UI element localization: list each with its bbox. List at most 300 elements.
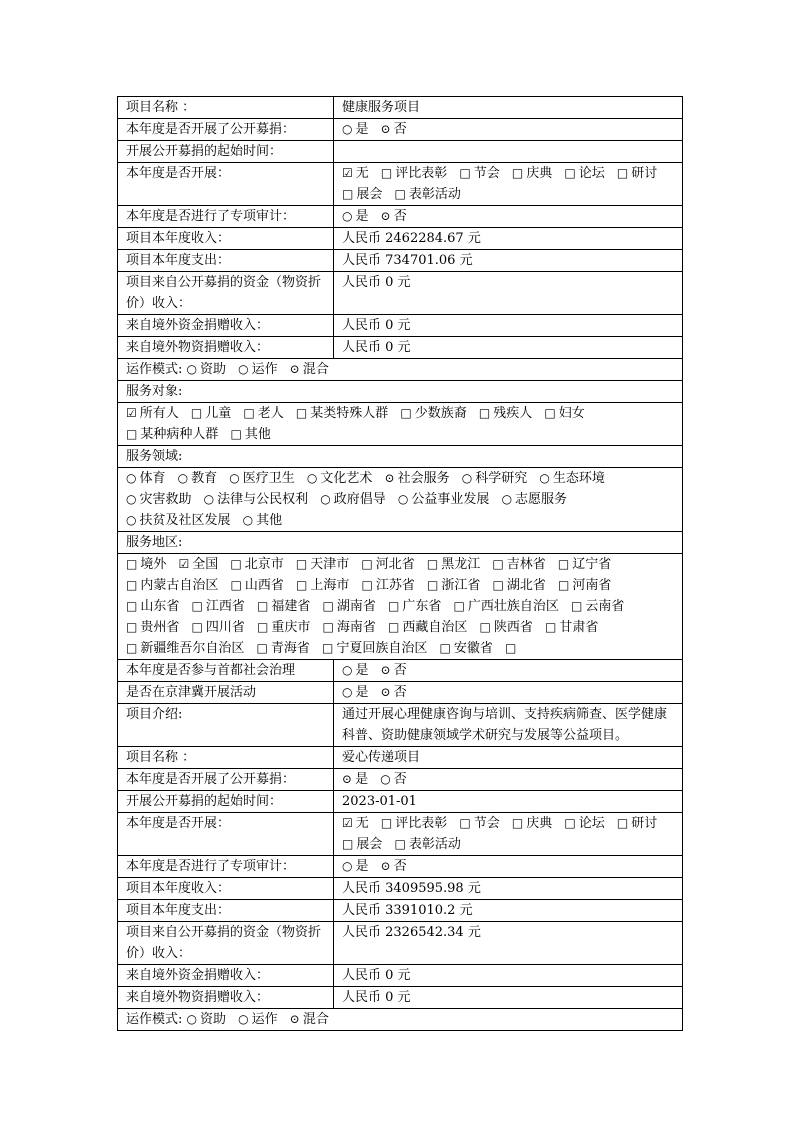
radio-checked-icon[interactable]: ⊙ — [380, 209, 391, 223]
row-value — [334, 856, 683, 878]
option-label: 否 — [393, 772, 407, 787]
checkbox-checked-icon[interactable]: ☑ — [342, 166, 353, 180]
option-label: 四川省 — [205, 620, 245, 635]
option-label: 山西省 — [244, 578, 284, 593]
option-label: 评比表彰 — [395, 816, 448, 831]
checkbox-unchecked-icon[interactable]: □ — [505, 641, 517, 655]
table-row — [118, 769, 683, 791]
option-label: 湖南省 — [336, 599, 376, 614]
option-label: 资助 — [200, 362, 227, 377]
table-row — [118, 532, 683, 554]
radio-option[interactable] — [462, 471, 528, 486]
checkbox-option[interactable] — [179, 557, 219, 572]
option-label: 庆典 — [526, 816, 553, 831]
option-label: 其他 — [244, 427, 271, 442]
option-label: 山东省 — [140, 599, 180, 614]
option-label: 论坛 — [578, 166, 605, 181]
checkbox-option[interactable] — [395, 187, 461, 202]
row-label: 本年度是否开展了公开募捐： — [118, 769, 334, 791]
checkbox-option[interactable] — [126, 427, 218, 442]
radio-option[interactable] — [381, 209, 407, 224]
checkbox-unchecked-icon[interactable]: □ — [564, 166, 576, 180]
checkbox-option[interactable] — [558, 557, 611, 572]
row-value: 人民币 0 元 — [334, 965, 683, 987]
checkbox-option[interactable] — [479, 406, 532, 421]
checkbox-option[interactable] — [296, 557, 349, 572]
table-row — [118, 163, 683, 206]
option-label: 文化艺术 — [320, 471, 373, 486]
checkbox-option[interactable] — [342, 837, 382, 852]
row-value: 人民币 3391010.2 元 — [334, 900, 683, 922]
radio-option[interactable] — [385, 471, 450, 486]
checkbox-option[interactable] — [617, 166, 657, 181]
option-label: 安徽省 — [453, 641, 493, 656]
radio-unchecked-icon[interactable]: ○ — [177, 471, 189, 485]
option-label: 吉林省 — [506, 557, 546, 572]
radio-unchecked-icon[interactable]: ○ — [186, 362, 197, 376]
option-label: 海南省 — [336, 620, 376, 635]
option-label: 湖北省 — [506, 578, 546, 593]
checkbox-option[interactable] — [512, 166, 552, 181]
checkbox-option[interactable] — [381, 166, 447, 181]
checkbox-option[interactable] — [362, 578, 415, 593]
option-label: 西藏自治区 — [402, 620, 468, 635]
checkbox-unchecked-icon[interactable]: □ — [388, 599, 400, 613]
checkbox-unchecked-icon[interactable]: □ — [479, 620, 491, 634]
checkbox-unchecked-icon[interactable]: □ — [492, 578, 504, 592]
radio-option[interactable] — [187, 1012, 227, 1027]
checkbox-unchecked-icon[interactable]: □ — [322, 641, 334, 655]
checkbox-unchecked-icon[interactable]: □ — [616, 816, 629, 830]
radio-option[interactable] — [178, 471, 218, 486]
option-label: 是 — [355, 772, 369, 787]
radio-option[interactable] — [539, 471, 605, 486]
checkbox-unchecked-icon[interactable]: □ — [342, 837, 354, 851]
checkbox-option[interactable] — [558, 578, 611, 593]
checkbox-unchecked-icon[interactable]: □ — [191, 620, 203, 634]
radio-option[interactable] — [229, 471, 295, 486]
checkbox-option[interactable] — [126, 641, 244, 656]
radio-checked-icon[interactable]: ⊙ — [380, 122, 391, 136]
radio-unchecked-icon[interactable]: ○ — [342, 685, 353, 699]
radio-unchecked-icon[interactable]: ○ — [397, 492, 409, 506]
radio-unchecked-icon[interactable]: ○ — [320, 492, 331, 506]
checkbox-unchecked-icon[interactable]: □ — [256, 641, 268, 655]
checkbox-option[interactable] — [454, 599, 559, 614]
row-value: 2023-01-01 — [334, 791, 683, 813]
checkbox-unchecked-icon[interactable]: □ — [230, 557, 242, 571]
section-heading: 服务地区: — [126, 535, 183, 550]
table-row — [118, 119, 683, 141]
row-value: 爱心传递项目 — [334, 747, 683, 769]
option-label: 庆典 — [526, 166, 553, 181]
project-report-sheet — [117, 96, 683, 1031]
radio-unchecked-icon[interactable]: ○ — [238, 362, 249, 376]
row-label: 项目本年度收入： — [118, 878, 334, 900]
checkbox-option[interactable] — [480, 620, 533, 635]
checkbox-option[interactable] — [342, 166, 369, 181]
full-cell — [118, 554, 683, 660]
table-row — [118, 747, 683, 769]
radio-unchecked-icon[interactable]: ○ — [380, 772, 391, 786]
option-label: 科学研究 — [475, 471, 528, 486]
row-label: 来自境外资金捐赠收入： — [118, 315, 334, 337]
checkbox-option[interactable] — [231, 427, 271, 442]
option-label: 混合 — [302, 362, 329, 377]
radio-unchecked-icon[interactable]: ○ — [242, 513, 254, 527]
option-label: 全国 — [192, 557, 219, 572]
radio-unchecked-icon[interactable]: ○ — [186, 1012, 197, 1026]
checkbox-unchecked-icon[interactable]: □ — [427, 578, 439, 592]
checkbox-option[interactable] — [427, 557, 480, 572]
checkbox-option[interactable] — [544, 406, 584, 421]
checkbox-option[interactable] — [395, 837, 461, 852]
radio-option[interactable] — [381, 685, 407, 700]
checkbox-unchecked-icon[interactable]: □ — [322, 599, 334, 613]
option-label: 研讨 — [631, 166, 658, 181]
checkbox-option[interactable] — [459, 166, 499, 181]
checkbox-unchecked-icon[interactable]: □ — [126, 427, 138, 441]
checkbox-unchecked-icon[interactable]: □ — [126, 599, 138, 613]
radio-option[interactable] — [290, 362, 329, 377]
checkbox-unchecked-icon[interactable]: □ — [296, 578, 308, 592]
checkbox-unchecked-icon[interactable]: □ — [361, 578, 373, 592]
row-value: 通过开展心理健康咨询与培训、支持疾病筛查、医学健康科普、资助健康领域学术研究与发展等公益项目。 — [334, 704, 683, 747]
table-row — [118, 446, 683, 468]
option-label: 内蒙古自治区 — [140, 578, 219, 593]
checkbox-unchecked-icon[interactable]: □ — [257, 620, 269, 634]
option-label: 否 — [393, 209, 407, 224]
radio-checked-icon[interactable]: ⊙ — [384, 471, 395, 485]
full-cell — [118, 532, 683, 554]
option-label: 云南省 — [585, 599, 625, 614]
radio-unchecked-icon[interactable]: ○ — [126, 492, 137, 506]
option-label: 残疾人 — [493, 406, 533, 421]
radio-option[interactable] — [342, 859, 369, 874]
option-label: 江苏省 — [375, 578, 415, 593]
checkbox-option[interactable] — [505, 641, 519, 656]
checkbox-unchecked-icon[interactable]: □ — [564, 816, 576, 830]
table-row — [118, 987, 683, 1009]
option-label: 某类特殊人群 — [310, 406, 389, 421]
checkbox-checked-icon[interactable]: ☑ — [342, 816, 353, 830]
radio-option[interactable] — [126, 492, 192, 507]
checkbox-option[interactable] — [257, 620, 310, 635]
option-label: 境外 — [140, 557, 167, 572]
table-row — [118, 704, 683, 747]
radio-option[interactable] — [342, 685, 369, 700]
radio-option[interactable] — [320, 492, 386, 507]
checkbox-unchecked-icon[interactable]: □ — [558, 578, 570, 592]
row-label: 本年度是否参与首都社会治理 — [118, 660, 334, 682]
row-label: 开展公开募捐的起始时间： — [118, 141, 334, 163]
row-label: 项目来自公开募捐的资金（物资折价）收入： — [118, 922, 334, 965]
checkbox-unchecked-icon[interactable]: □ — [394, 837, 406, 851]
option-label: 广东省 — [402, 599, 442, 614]
row-value: 人民币 2462284.67 元 — [334, 228, 683, 250]
checkbox-unchecked-icon[interactable]: □ — [492, 557, 504, 571]
checkbox-unchecked-icon[interactable]: □ — [459, 166, 471, 180]
checkbox-unchecked-icon[interactable]: □ — [361, 557, 373, 571]
option-label: 展会 — [356, 187, 383, 202]
radio-option[interactable] — [380, 772, 407, 787]
checkbox-option[interactable] — [323, 599, 376, 614]
option-label: 教育 — [191, 471, 218, 486]
row-value: 人民币 0 元 — [334, 987, 683, 1009]
table-row — [118, 359, 683, 381]
checkbox-option[interactable] — [617, 816, 657, 831]
radio-unchecked-icon[interactable]: ○ — [501, 492, 513, 506]
checkbox-unchecked-icon[interactable]: □ — [126, 578, 138, 592]
full-cell — [118, 403, 683, 446]
radio-unchecked-icon[interactable]: ○ — [306, 471, 318, 485]
checkbox-option[interactable] — [126, 406, 179, 421]
checkbox-option[interactable] — [322, 641, 427, 656]
radio-option[interactable] — [290, 1012, 329, 1027]
table-row — [118, 468, 683, 532]
checkbox-checked-icon[interactable]: ☑ — [126, 406, 137, 420]
radio-option[interactable] — [238, 362, 278, 377]
radio-checked-icon[interactable]: ⊙ — [289, 1012, 300, 1026]
checkbox-option[interactable] — [545, 620, 598, 635]
radio-option[interactable] — [204, 492, 309, 507]
radio-option[interactable] — [126, 471, 166, 486]
option-label: 是 — [355, 685, 369, 700]
checkbox-unchecked-icon[interactable]: □ — [511, 816, 524, 830]
full-cell — [118, 1009, 683, 1031]
checkbox-checked-icon[interactable]: ☑ — [178, 557, 190, 571]
checkbox-option[interactable] — [243, 406, 283, 421]
checkbox-option[interactable] — [459, 816, 499, 831]
checkbox-option[interactable] — [296, 406, 388, 421]
option-label: 某种病种人群 — [140, 427, 219, 442]
checkbox-option[interactable] — [192, 599, 245, 614]
option-label: 辽宁省 — [572, 557, 612, 572]
checkbox-option[interactable] — [126, 620, 179, 635]
radio-option[interactable] — [126, 513, 231, 528]
option-label: 是 — [355, 122, 369, 137]
radio-unchecked-icon[interactable]: ○ — [203, 492, 215, 506]
checkbox-unchecked-icon[interactable]: □ — [342, 187, 354, 201]
radio-unchecked-icon[interactable]: ○ — [539, 471, 550, 485]
table-row — [118, 791, 683, 813]
radio-option[interactable] — [342, 122, 369, 137]
table-row — [118, 141, 683, 163]
radio-unchecked-icon[interactable]: ○ — [229, 471, 240, 485]
row-label: 项目本年度支出： — [118, 900, 334, 922]
option-label: 是 — [355, 209, 369, 224]
radio-option[interactable] — [238, 1012, 278, 1027]
radio-unchecked-icon[interactable]: ○ — [342, 859, 353, 873]
checkbox-option[interactable] — [192, 620, 245, 635]
row-value: 人民币 3409595.98 元 — [334, 878, 683, 900]
checkbox-unchecked-icon[interactable]: □ — [388, 620, 400, 634]
checkbox-option[interactable] — [342, 187, 382, 202]
radio-unchecked-icon[interactable]: ○ — [342, 209, 353, 223]
row-label: 来自境外资金捐赠收入： — [118, 965, 334, 987]
radio-option[interactable] — [342, 772, 368, 787]
checkbox-option[interactable] — [388, 620, 467, 635]
row-label: 是否在京津冀开展活动 — [118, 682, 334, 704]
table-row — [118, 856, 683, 878]
radio-unchecked-icon[interactable]: ○ — [461, 471, 473, 485]
radio-option[interactable] — [342, 663, 369, 678]
full-cell — [118, 359, 683, 381]
checkbox-unchecked-icon[interactable]: □ — [453, 599, 465, 613]
table-row — [118, 922, 683, 965]
radio-checked-icon[interactable]: ⊙ — [380, 685, 391, 699]
option-label: 否 — [393, 685, 407, 700]
table-row — [118, 315, 683, 337]
checkbox-unchecked-icon[interactable]: □ — [126, 557, 138, 571]
option-label: 医疗卫生 — [242, 471, 295, 486]
checkbox-unchecked-icon[interactable]: □ — [322, 620, 334, 634]
checkbox-unchecked-icon[interactable]: □ — [557, 557, 570, 571]
radio-option[interactable] — [243, 513, 283, 528]
checkbox-unchecked-icon[interactable]: □ — [426, 557, 439, 571]
radio-unchecked-icon[interactable]: ○ — [342, 122, 353, 136]
radio-option[interactable] — [502, 492, 568, 507]
section-heading: 服务对象: — [126, 384, 183, 399]
checkbox-unchecked-icon[interactable]: □ — [478, 406, 491, 420]
table-row — [118, 337, 683, 359]
option-label: 资助 — [200, 1012, 227, 1027]
checkbox-option[interactable] — [126, 578, 218, 593]
row-label: 本年度是否开展： — [118, 813, 334, 856]
radio-option[interactable] — [307, 471, 373, 486]
row-label: 本年度是否进行了专项审计： — [118, 206, 334, 228]
checkbox-unchecked-icon[interactable]: □ — [616, 166, 629, 180]
option-label: 广西壮族自治区 — [467, 599, 559, 614]
radio-option[interactable] — [381, 122, 407, 137]
checkbox-option[interactable] — [230, 557, 283, 572]
project-table — [117, 96, 683, 1031]
radio-option[interactable] — [381, 663, 407, 678]
radio-checked-icon[interactable]: ⊙ — [342, 772, 353, 786]
radio-unchecked-icon[interactable]: ○ — [238, 1012, 249, 1026]
option-label: 陕西省 — [493, 620, 533, 635]
checkbox-option[interactable] — [564, 166, 604, 181]
checkbox-option[interactable] — [231, 578, 284, 593]
checkbox-option[interactable] — [296, 578, 349, 593]
radio-checked-icon[interactable]: ⊙ — [289, 362, 300, 376]
checkbox-option[interactable] — [427, 578, 480, 593]
radio-unchecked-icon[interactable]: ○ — [342, 663, 353, 677]
table-row — [118, 554, 683, 660]
radio-checked-icon[interactable]: ⊙ — [380, 859, 391, 873]
checkbox-unchecked-icon[interactable]: □ — [295, 557, 308, 571]
option-label: 研讨 — [631, 816, 658, 831]
checkbox-unchecked-icon[interactable]: □ — [571, 599, 583, 613]
checkbox-option[interactable] — [126, 599, 179, 614]
row-label: 来自境外物资捐赠收入： — [118, 987, 334, 1009]
checkbox-option[interactable] — [492, 557, 545, 572]
checkbox-unchecked-icon[interactable]: □ — [394, 187, 406, 201]
checkbox-option[interactable] — [257, 599, 310, 614]
checkbox-option[interactable] — [126, 557, 166, 572]
radio-unchecked-icon[interactable]: ○ — [126, 471, 137, 485]
table-row — [118, 206, 683, 228]
checkbox-unchecked-icon[interactable]: □ — [126, 620, 138, 634]
checkbox-option[interactable] — [388, 599, 441, 614]
table-row — [118, 878, 683, 900]
full-cell — [118, 468, 683, 532]
row-label: 项目介绍: — [118, 704, 334, 747]
row-value — [334, 163, 683, 206]
radio-unchecked-icon[interactable]: ○ — [126, 513, 137, 527]
option-label: 公益事业发展 — [411, 492, 490, 507]
option-label: 表彰活动 — [408, 837, 461, 852]
option-label: 志愿服务 — [515, 492, 568, 507]
checkbox-unchecked-icon[interactable]: □ — [230, 578, 242, 592]
checkbox-unchecked-icon[interactable]: □ — [191, 599, 203, 613]
table-row — [118, 381, 683, 403]
option-label: 否 — [393, 122, 407, 137]
checkbox-unchecked-icon[interactable]: □ — [439, 641, 451, 655]
table-row — [118, 813, 683, 856]
checkbox-unchecked-icon[interactable]: □ — [295, 406, 308, 420]
checkbox-unchecked-icon[interactable]: □ — [230, 427, 242, 441]
radio-option[interactable] — [187, 362, 227, 377]
checkbox-option[interactable] — [571, 599, 624, 614]
checkbox-unchecked-icon[interactable]: □ — [544, 406, 556, 420]
radio-option[interactable] — [398, 492, 490, 507]
table-row — [118, 228, 683, 250]
checkbox-unchecked-icon[interactable]: □ — [243, 406, 255, 420]
checkbox-option[interactable] — [440, 641, 493, 656]
checkbox-option[interactable] — [564, 816, 604, 831]
radio-checked-icon[interactable]: ⊙ — [380, 663, 391, 677]
table-row — [118, 682, 683, 704]
checkbox-unchecked-icon[interactable]: □ — [380, 166, 393, 180]
checkbox-option[interactable] — [512, 816, 552, 831]
option-label: 否 — [393, 663, 407, 678]
checkbox-option[interactable] — [257, 641, 310, 656]
radio-option[interactable] — [342, 209, 369, 224]
option-label: 表彰活动 — [408, 187, 461, 202]
checkbox-unchecked-icon[interactable]: □ — [511, 166, 524, 180]
row-label: 项目本年度支出： — [118, 250, 334, 272]
radio-option[interactable] — [381, 859, 407, 874]
row-value — [334, 119, 683, 141]
checkbox-unchecked-icon[interactable]: □ — [257, 599, 269, 613]
option-label: 少数族裔 — [414, 406, 467, 421]
table-row — [118, 250, 683, 272]
checkbox-option[interactable] — [400, 406, 466, 421]
checkbox-unchecked-icon[interactable]: □ — [126, 641, 138, 655]
option-label: 否 — [393, 859, 407, 874]
checkbox-option[interactable] — [342, 816, 369, 831]
checkbox-unchecked-icon[interactable]: □ — [380, 816, 393, 830]
row-value — [334, 813, 683, 856]
option-label: 江西省 — [205, 599, 245, 614]
checkbox-option[interactable] — [191, 406, 231, 421]
option-label: 扶贫及社区发展 — [139, 513, 231, 528]
option-label: 体育 — [139, 471, 166, 486]
checkbox-option[interactable] — [381, 816, 447, 831]
checkbox-unchecked-icon[interactable]: □ — [400, 406, 412, 420]
option-label: 贵州省 — [140, 620, 180, 635]
option-label: 河南省 — [572, 578, 612, 593]
option-label: 节会 — [473, 816, 500, 831]
checkbox-unchecked-icon[interactable]: □ — [545, 620, 557, 634]
checkbox-option[interactable] — [323, 620, 376, 635]
row-label: 本年度是否开展： — [118, 163, 334, 206]
checkbox-unchecked-icon[interactable]: □ — [459, 816, 471, 830]
checkbox-unchecked-icon[interactable]: □ — [190, 406, 203, 420]
checkbox-option[interactable] — [493, 578, 546, 593]
checkbox-option[interactable] — [361, 557, 414, 572]
